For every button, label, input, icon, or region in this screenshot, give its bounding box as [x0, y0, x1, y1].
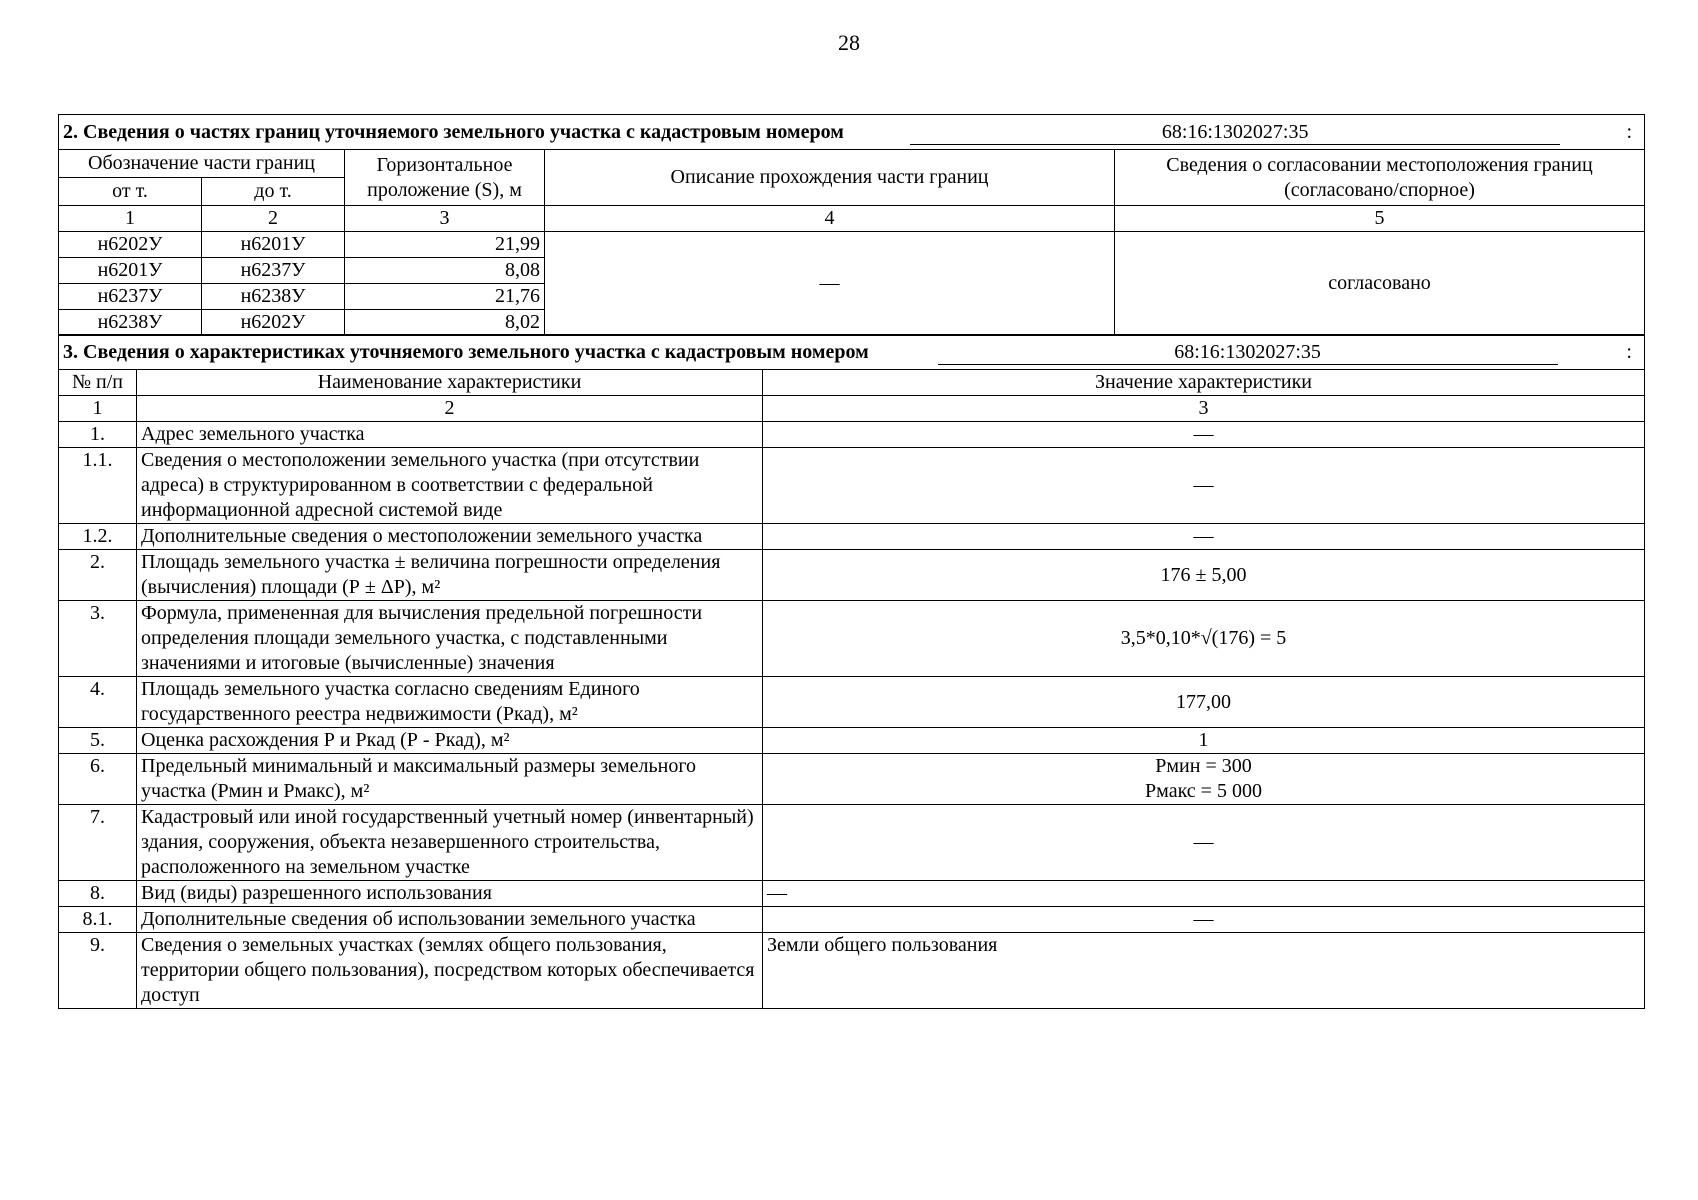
horizontal-value: 8,02: [345, 310, 545, 336]
characteristic-value: —: [763, 805, 1645, 881]
section2-table: [58, 114, 1645, 336]
table-row: [59, 448, 1645, 524]
header-name: Наименование характеристики: [137, 370, 763, 396]
row-number: 4.: [59, 677, 137, 728]
section2-colon: :: [1626, 120, 1632, 143]
table-row: [59, 933, 1645, 1009]
col-number: 1: [59, 206, 202, 232]
table-row: [59, 754, 1645, 805]
row-number: 1.2.: [59, 524, 137, 550]
characteristic-name: Сведения о местоположении земельного участка (при отсутствии адреса) в структурированном в соответствии с федеральной информационной адресной системой виде: [137, 448, 763, 524]
section3-cadastral-number: 68:16:1302027:35: [938, 340, 1558, 365]
col-number: 4: [545, 206, 1115, 232]
col-number: 2: [202, 206, 345, 232]
row-number: 3.: [59, 601, 137, 677]
characteristic-name: Кадастровый или иной государственный учетный номер (инвентарный) здания, сооружения, объекта незавершенного строительства, расположенного на земельном участке: [137, 805, 763, 881]
description-value: —: [545, 232, 1115, 336]
header-description: Описание прохождения части границ: [545, 150, 1115, 206]
horizontal-value: 21,99: [345, 232, 545, 258]
table-row: [59, 601, 1645, 677]
row-number: 9.: [59, 933, 137, 1009]
row-number: 8.1.: [59, 907, 137, 933]
characteristic-value: [763, 754, 1645, 805]
col-number: 3: [345, 206, 545, 232]
characteristic-value: —: [763, 881, 1645, 907]
section3-table: [58, 334, 1645, 1009]
section3-title: 3. Сведения о характеристиках уточняемого земельного участка с кадастровым номером: [63, 340, 869, 363]
characteristic-name: Дополнительные сведения об использовании земельного участка: [137, 907, 763, 933]
header-part-designation: Обозначение части границ: [59, 150, 345, 178]
characteristic-name: Адрес земельного участка: [137, 422, 763, 448]
characteristic-name: Дополнительные сведения о местоположении земельного участка: [137, 524, 763, 550]
col-number: 1: [59, 396, 137, 422]
header-from: от т.: [59, 178, 202, 206]
header-to: до т.: [202, 178, 345, 206]
section2-header: [59, 115, 1645, 150]
row-number: 2.: [59, 550, 137, 601]
characteristic-value: —: [763, 524, 1645, 550]
table-row: [59, 805, 1645, 881]
table-row: [59, 550, 1645, 601]
point-to: н6237У: [202, 258, 345, 284]
table-row: [59, 232, 1645, 258]
characteristic-value: 1: [763, 728, 1645, 754]
characteristic-value: 176 ± 5,00: [763, 550, 1645, 601]
row-number: 5.: [59, 728, 137, 754]
header-agreement: Сведения о согласовании местоположения границ (согласовано/спорное): [1115, 150, 1645, 206]
characteristic-value: 177,00: [763, 677, 1645, 728]
point-from: н6238У: [59, 310, 202, 336]
row-number: 6.: [59, 754, 137, 805]
max-size-value: Рмакс = 5 000: [1145, 780, 1262, 803]
header-value: Значение характеристики: [763, 370, 1645, 396]
section2-title: 2. Сведения о частях границ уточняемого земельного участка с кадастровым номером: [63, 120, 844, 143]
characteristic-name: Сведения о земельных участках (землях общего пользования, территории общего пользования), посредством которых обеспечивается доступ: [137, 933, 763, 1009]
table-row: [59, 677, 1645, 728]
characteristic-name: Формула, примененная для вычисления предельной погрешности определения площади земельного участка, с подставленными значениями и итоговые (вычисленные) значения: [137, 601, 763, 677]
table-row: [59, 524, 1645, 550]
agreement-value: согласовано: [1115, 232, 1645, 336]
col-number: 5: [1115, 206, 1645, 232]
row-number: 1.: [59, 422, 137, 448]
row-number: 8.: [59, 881, 137, 907]
document-body: [58, 114, 1644, 1009]
section3-colon: :: [1626, 340, 1632, 363]
row-number: 7.: [59, 805, 137, 881]
characteristic-value: —: [763, 422, 1645, 448]
horizontal-value: 21,76: [345, 284, 545, 310]
point-from: н6201У: [59, 258, 202, 284]
characteristic-name: Оценка расхождения Р и Ркад (Р - Ркад), м²: [137, 728, 763, 754]
page-number: 28: [838, 30, 860, 55]
min-size-value: Рмин = 300: [1155, 755, 1252, 778]
characteristic-name: Площадь земельного участка ± величина погрешности определения (вычисления) площади (Р ± ΔР), м²: [137, 550, 763, 601]
characteristic-value: —: [763, 907, 1645, 933]
table-row: [59, 881, 1645, 907]
table-row: [59, 728, 1645, 754]
characteristic-value: —: [763, 448, 1645, 524]
characteristic-value: Земли общего пользования: [763, 933, 1645, 1009]
header-horizontal: Горизонтальное проложение (S), м: [345, 150, 545, 206]
point-to: н6238У: [202, 284, 345, 310]
table-row: [59, 907, 1645, 933]
point-to: н6201У: [202, 232, 345, 258]
point-from: н6237У: [59, 284, 202, 310]
characteristic-name: Площадь земельного участка согласно сведениям Единого государственного реестра недвижимости (Ркад), м²: [137, 677, 763, 728]
point-from: н6202У: [59, 232, 202, 258]
characteristic-name: Вид (виды) разрешенного использования: [137, 881, 763, 907]
point-to: н6202У: [202, 310, 345, 336]
characteristic-name: Предельный минимальный и максимальный размеры земельного участка (Рмин и Рмакс), м²: [137, 754, 763, 805]
horizontal-value: 8,08: [345, 258, 545, 284]
header-no: № п/п: [59, 370, 137, 396]
section2-cadastral-number: 68:16:1302027:35: [910, 120, 1560, 145]
col-number: 2: [137, 396, 763, 422]
table-row: [59, 422, 1645, 448]
section3-header: [59, 335, 1645, 370]
col-number: 3: [763, 396, 1645, 422]
characteristic-value: 3,5*0,10*√(176) = 5: [763, 601, 1645, 677]
row-number: 1.1.: [59, 448, 137, 524]
